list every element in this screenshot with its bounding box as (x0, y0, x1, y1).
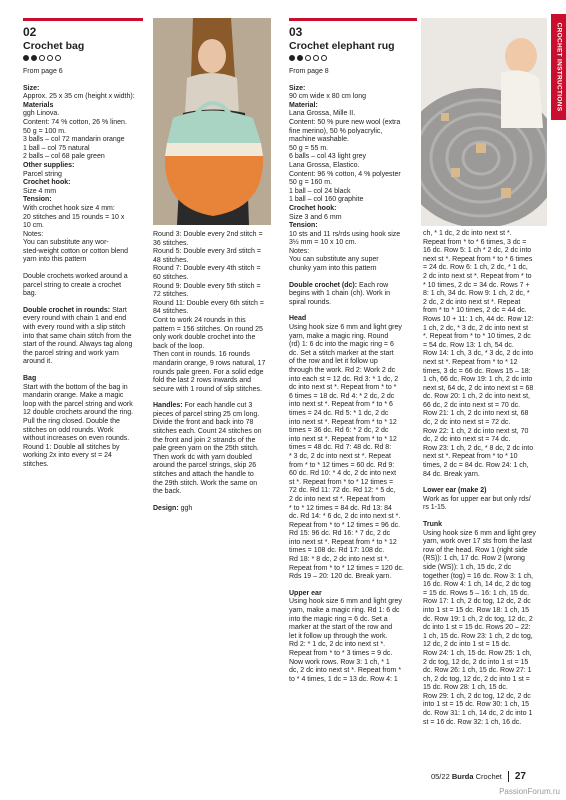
text-line: dc. Row 19: 1 ch, 2 dc tog, 12 dc, 2 (423, 615, 533, 623)
difficulty-dot-empty (305, 55, 311, 61)
text-line: 1 ch, 15 dc. Row 23: 1 ch, 2 dc tog, (423, 632, 533, 640)
text-line: parcel string to create a crochet (23, 281, 122, 289)
text-line: 1 ball – col 160 graphite (289, 196, 364, 204)
text-line: Round 9: Double every 5th stitch = (153, 282, 261, 290)
text-line: pale green yarn on the 25th stitch. (153, 445, 259, 453)
text-line: = 15 dc. Rows 5 – 16: 1 ch, 15 dc. (423, 589, 530, 597)
text-line: stitches. (23, 460, 49, 468)
text-line: * 10 times, 2 dc = 34 dc. Rows 7 + (423, 281, 530, 289)
bag-column-2 (153, 231, 281, 513)
rug-title: Crochet elephant rug (289, 40, 395, 52)
text-line: Notes: (289, 247, 310, 255)
text-line: (rd) 1: 6 dc into the magic ring = 6 (289, 341, 394, 349)
page-footer (431, 771, 526, 782)
difficulty-dot-filled (297, 55, 303, 61)
text-line: Trunk (423, 521, 443, 528)
text-line: 1 ch, 66 dc. Row 19: 1 ch, 2 dc into (423, 376, 533, 384)
text-line: stitches on odd rounds. Work (23, 426, 114, 434)
text-line: Head (289, 315, 307, 323)
text-line: Rd 2: * 1 dc, 2 dc into next st *. (289, 641, 386, 649)
text-line: the front and join 2 strands of the (153, 436, 256, 444)
text-line: 50 g = 100 m. (23, 127, 67, 135)
text-line: chunky yarn into this pattern (289, 265, 377, 273)
text-line: Size 3 and 6 mm (289, 213, 342, 221)
text-line: Now work rows. Row 3: 1 ch, * 1 (289, 658, 390, 666)
text-line: 50 g = 160 m. (289, 179, 333, 187)
difficulty-dot-filled (31, 55, 37, 61)
text-line: 10 sts and 11 rs/rds using hook size (289, 230, 401, 238)
text-line: Size: (23, 84, 40, 92)
text-line: yarn into this pattern (23, 256, 87, 264)
text-line: next st, 64 dc, 2 dc into next st = 68 (423, 384, 534, 392)
text-line: Approx. 25 x 35 cm (height x width): (23, 93, 135, 101)
text-line: spiral rounds. (289, 298, 332, 306)
text-line: without increases on even rounds. (23, 435, 130, 443)
text-line: Round 11: Double every 6th stitch = (153, 299, 264, 307)
text-line: Row 29: 1 ch, 2 dc tog, 12 dc, 2 dc (423, 692, 531, 700)
text-line: * 3 dc, 2 dc into next st *. Repeat (289, 452, 391, 460)
text-line: = 24 dc. Row 6: 1 ch, 2 dc, * 1 dc, (423, 264, 528, 272)
text-line: Lower ear (make 2) (423, 487, 487, 495)
text-line: 36 stitches. (153, 239, 189, 247)
text-line: into next st *. Repeat from * to * 12 (289, 538, 397, 546)
text-line: Start with the bottom of the bag in (23, 383, 128, 391)
from-page: From page 6 (23, 68, 63, 75)
text-line: 6 balls – col 43 light grey (289, 153, 367, 161)
text-line: sted-weight cotton or cotton blend (23, 247, 129, 255)
text-line: start of the round. Always tag along (23, 341, 133, 349)
text-line: into the magic ring = 6 dc. Set a (289, 615, 388, 623)
text-line: 2 dc into next st *. Repeat from * to (423, 272, 532, 280)
text-line: into that same chain stitch from the (23, 332, 132, 340)
text-line: fold the last 2 rows inwards and (153, 377, 252, 385)
text-line: Round 5: Double every 3rd stitch = (153, 248, 261, 256)
watermark: PassionForum.ru (499, 787, 560, 796)
text-line: Row 21: 1 ch, 2 dc into next st, 68 (423, 410, 529, 418)
text-line: Upper ear (289, 589, 322, 597)
text-line: Cont to work 24 rounds in this (153, 316, 246, 324)
text-line: rs 1-15. (423, 504, 447, 512)
text-line: 48 stitches. (153, 256, 189, 264)
difficulty-dot-empty (321, 55, 327, 61)
section-tab: CROCHET INSTRUCTIONS (551, 14, 566, 120)
text-line: times, 3 dc = 66 dc. Rows 15 – 18: (423, 367, 531, 375)
bag-number: 02 (23, 25, 37, 39)
text-line: Material: (289, 101, 318, 109)
rug-header-rule (289, 18, 417, 21)
text-line: next st *. Repeat from * to * 12 (423, 358, 518, 366)
text-line: Work as for upper ear but only rds/ (423, 495, 531, 503)
text-line: into next st *. Repeat from * to * 6 (289, 401, 393, 409)
text-line: yarn, make a magic ring. Rd 1: 6 dc (289, 607, 400, 615)
text-line: into 1 st = 15 dc. Row 18: 1 ch, 15 (423, 606, 530, 614)
text-line: (RS)): 1 ch, 17 dc. Row 2 (wrong (423, 555, 525, 563)
text-line: With crochet hook size 4 mm: (23, 204, 115, 212)
text-line: mandarin orange. Make a magic (23, 392, 124, 400)
text-line: 12 dc, 2 dc into 1 st = 15 dc. (423, 641, 511, 649)
difficulty-rating (289, 55, 417, 61)
text-line: Other supplies: (23, 161, 75, 169)
text-line: 6 times = 18 dc. Rd 4: * 2 dc, 2 dc (289, 392, 395, 400)
text-line: secure with 1 round of slip stitches. (153, 385, 262, 393)
text-line: Materials (23, 101, 54, 109)
text-line: Repeat from * to * 6 times, 3 dc = (423, 238, 527, 246)
text-line: 1 ball – col 75 natural (23, 144, 90, 152)
text-line: Crochet hook: (289, 204, 337, 212)
text-line: You can substitute any super (289, 256, 379, 264)
text-line: yarn, make a magic ring. Round (289, 332, 389, 340)
text-line: 60 dc. Rd 10: * 4 dc, 2 dc into next (289, 470, 397, 478)
text-line: st *. Repeat from * to * 12 times = (289, 478, 394, 486)
text-line: the parcel string and work yarn (23, 349, 119, 357)
text-line: dc, 2 dc into next st = 74 dc. (423, 436, 511, 444)
text-line: times = 48 dc. Rd 7: 48 dc. Rd 8: (289, 444, 392, 452)
text-line: 2 balls – col 68 pale green (23, 153, 105, 161)
text-line: of the row and let it follow up (289, 358, 378, 366)
text-line: Size 4 mm (23, 187, 57, 195)
text-line: 16 dc. Row 4: 1 ch, 14 dc, 2 dc tog (423, 581, 531, 589)
text-line: pieces of parcel string 25 cm long. (153, 410, 260, 418)
text-line: 2 dc, 2 dc into next st *. Repeat (423, 298, 521, 306)
text-line: mandarin orange, 9 rows natural, 17 (153, 359, 266, 367)
difficulty-dot-filled (289, 55, 295, 61)
bag-header-rule (23, 18, 143, 21)
text-line: Row 22: 1 ch, 2 dc into next st, 70 (423, 427, 529, 435)
text-line: 3½ mm = 10 x 10 cm. (289, 239, 357, 247)
text-line: to * 4 times, 1 dc = 13 dc. Row 4: 1 (289, 675, 398, 683)
text-line: st = 16 dc. Row 32: 1 ch, 16 dc. (423, 718, 522, 726)
text-line: Double crochet (dc): Each row (289, 281, 389, 289)
text-line: dc. Row 31: 1 ch, 14 dc, 2 dc into 1 (423, 710, 533, 718)
text-line: into next st *. Repeat from * to * 12 (289, 435, 397, 443)
difficulty-dot-empty (313, 55, 319, 61)
difficulty-dot-empty (39, 55, 45, 61)
text-line: loop with the parcel string and work (23, 400, 133, 408)
text-line: Double crochets worked around a (23, 273, 128, 281)
text-line: dc, 2 dc into next st = 72 dc. (423, 419, 511, 427)
text-line: bag. (23, 290, 37, 298)
text-line: Design: ggh (153, 504, 193, 512)
rug-photo (421, 18, 547, 226)
text-line: Content: 74 % cotton, 26 % linen. (23, 118, 127, 126)
text-line: Content: 50 % pure new wool (extra (289, 118, 401, 126)
text-line: 84 stitches. (153, 308, 189, 316)
text-line: *. Repeat from * to * 10 times, 2 dc (423, 333, 531, 341)
difficulty-dot-empty (55, 55, 61, 61)
text-line: Notes: (23, 230, 44, 238)
text-line: 2 dc tog, 12 dc, 2 dc into 1 st = 15 (423, 658, 529, 666)
text-line: working 2x into every st = 24 (23, 452, 112, 460)
text-line: Double crochet in rounds: Start (23, 306, 127, 314)
text-line: next st *. Repeat from * to * 6 times (423, 255, 533, 263)
text-line: Rd 18: * 8 dc, 2 dc into next st *. (289, 556, 389, 564)
text-line: around it. (23, 358, 53, 366)
text-line: the 29th stitch. Work the same on (153, 479, 258, 487)
text-line: 20 stitches and 15 rounds = 10 x (23, 213, 125, 221)
text-line: yarn, work over 17 sts from the last (423, 538, 532, 546)
rug-number: 03 (289, 25, 303, 39)
text-line: side (WS)): 1 ch, 15 dc, 2 dc (423, 563, 512, 571)
text-line: Row 14: 1 ch, 3 dc, * 3 dc, 2 dc into (423, 350, 534, 358)
text-line: Tension: (289, 222, 318, 230)
text-line: into each st = 12 dc. Rd 3: * 1 dc, 2 (289, 375, 399, 383)
text-line: into next st *. Repeat from * to * 12 (289, 418, 397, 426)
text-line: Repeat from * to * 3 times = 9 dc. (289, 650, 393, 657)
text-line: 12 double crochets around the ring. (23, 409, 134, 417)
text-line: let it follow up through the work. (289, 632, 388, 640)
text-line: dc into 1 st = 15 dc. Rows 20 – 22: (423, 624, 531, 632)
text-line: ch, * 1 dc, 2 dc into next st *. (423, 230, 512, 237)
bag-title: Crochet bag (23, 40, 85, 52)
text-line: Handles: For each handle cut 3 (153, 402, 253, 410)
text-line: 16 dc. Row 5: 1 ch * 2 dc, 2 dc into (423, 247, 532, 255)
difficulty-rating (23, 55, 143, 61)
text-line: machine washable. (289, 136, 349, 144)
difficulty-dot-empty (47, 55, 53, 61)
rug-column-2 (423, 230, 549, 727)
text-line: 10 cm. (23, 222, 45, 230)
text-line: You can substitute any wor- (23, 239, 109, 247)
text-line: Lana Grossa, Mille II. (289, 110, 356, 118)
from-page: From page 8 (289, 68, 329, 75)
text-line: dc. Row 26: 1 ch, 15 dc. Row 27: 1 (423, 667, 532, 675)
text-line: Repeat from * to * 12 times = 96 dc. (289, 521, 401, 529)
text-line: 72 dc. Rd 11: 72 dc. Rd 12: * 5 dc, (289, 487, 396, 495)
text-line: Row 23: 1 ch, 2 dc, * 8 dc, 2 dc into (423, 444, 534, 452)
text-line: Then work dc with yarn doubled (153, 453, 252, 461)
text-line: Parcel string (23, 170, 62, 178)
text-line: Then cont in rounds. 16 rounds (153, 351, 250, 359)
text-line: ch, 2 dc tog, 12 dc, 2 dc into 1 st = (423, 675, 530, 683)
text-line: times, 2 dc = 84 dc. Row 24: 1 ch, (423, 462, 529, 470)
text-line: 66 dc, 2 dc into next st = 70 dc. (423, 401, 521, 409)
text-line: Repeat from * to * 12 times = 120 dc. (289, 564, 404, 572)
text-line: Tension: (23, 196, 52, 204)
rug-column-1 (289, 18, 417, 684)
text-line: back of the loop. (153, 342, 205, 350)
text-line: Rds 19 – 20: 120 dc. Break yarn. (289, 573, 392, 581)
text-line: = 54 dc. Row 13: 1 ch, 54 dc. (423, 341, 514, 349)
text-line: next st *. Repeat from * to * 10 (423, 453, 518, 461)
text-line: Row 17: 1 ch, 2 dc tog, 12 dc, 2 dc (423, 598, 531, 606)
text-line: 72 stitches. (153, 291, 189, 299)
text-line: 60 stitches. (153, 273, 189, 281)
text-line: Rows 10 + 11: 1 ch, 44 dc. Row 12: (423, 315, 534, 323)
text-line: Lana Grossa, Elastico. (289, 161, 360, 169)
text-line: around the parcel strings, skip 26 (153, 462, 257, 470)
text-line: Divide the front and back into 78 (153, 419, 254, 427)
difficulty-dot-filled (23, 55, 29, 61)
text-line: row of the head. Row 1 (right side (423, 546, 528, 554)
text-line: Using hook size 6 mm and light grey (423, 529, 536, 537)
text-line: 84 dc. Break yarn. (423, 470, 480, 478)
text-line: begins with 1 chain (ch). Work in (289, 290, 391, 298)
text-line: the back. (153, 488, 182, 496)
text-line: Round 3: Double every 2nd stitch = (153, 231, 263, 238)
text-line: 1 ch, 2 dc, * 3 dc, 2 dc into next st (423, 324, 529, 332)
text-line: * to * 12 times = 84 dc. Rd 13: 84 (289, 504, 392, 512)
text-line: times = 36 dc. Rd 6: * 2 dc, 2 dc (289, 427, 389, 435)
text-line: pattern = 156 stitches. On round 25 (153, 325, 263, 333)
bag-photo (153, 18, 271, 225)
text-line: 3 balls – col 72 mandarin orange (23, 136, 125, 144)
text-line: Bag (23, 375, 37, 382)
text-line: dc. Row 20: 1 ch, 2 dc into next st, (423, 393, 530, 401)
text-line: stitches each. Count 24 stitches on (153, 428, 262, 436)
text-line: 8: 1 ch, 34 dc. Row 9: 1 ch, 2 dc, * (423, 290, 530, 298)
text-line: dc into next st *. Repeat from * to * (289, 384, 397, 392)
text-line: dc. Set a stitch marker at the start (289, 349, 394, 357)
text-line: every round with chain 1 and end (23, 315, 127, 323)
text-line: Row 24: 1 ch, 15 dc. Row 25: 1 ch, (423, 649, 532, 657)
text-line: into 1 st = 15 dc. Row 30: 1 ch, 15 (423, 701, 530, 709)
text-line: Using hook size 6 mm and light grey (289, 598, 402, 606)
page-number: 27 (508, 771, 526, 782)
text-line: 15 dc. Row 28: 1 ch, 15 dc. (423, 684, 508, 692)
text-line: Pull the ring closed. Double the (23, 417, 120, 425)
text-line: Crochet hook: (23, 179, 71, 187)
text-line: dc, 2 dc into next st *. Repeat from * (289, 667, 402, 675)
text-line: times = 24 dc. Rd 5: * 1 dc, 2 dc (289, 409, 389, 417)
text-line: Size: (289, 84, 306, 92)
text-line: Round 1: Double all stitches by (23, 443, 120, 451)
issue-label: 05/22 Burda Crochet (430, 772, 502, 781)
text-line: fine merino), 50 % polyacrylic, (289, 127, 383, 135)
text-line: dc. Rd 14: * 6 dc, 2 dc into next st *. (289, 513, 401, 521)
text-line: through the work. Rd 2: Work 2 dc (289, 367, 396, 374)
text-line: only work double crochet into the (153, 334, 256, 342)
text-line: Rd 15: 96 dc. Rd 16: * 7 dc, 2 dc (289, 530, 391, 538)
text-line: rounds pale green. For a solid edge (153, 368, 264, 376)
text-line: Using hook size 6 mm and light grey (289, 324, 402, 332)
text-line: from * to * 12 times = 60 dc. Rd 9: (289, 461, 395, 469)
text-line: marker at the start of the row and (289, 624, 393, 632)
text-line: times = 108 dc. Rd 17: 108 dc. (289, 547, 385, 555)
text-line: stitches and attach the handle to (153, 471, 254, 479)
text-line: from * to * 10 times, 2 dc = 44 dc. (423, 307, 527, 315)
text-line: ggh Linova. (23, 110, 60, 118)
text-line: 1 ball – col 24 black (289, 187, 351, 195)
bag-column-1 (23, 18, 143, 470)
text-line: with every round with a slip stitch (23, 324, 126, 332)
text-line: 2 dc into next st *. Repeat from (289, 495, 386, 503)
text-line: Round 7: Double every 4th stitch = (153, 265, 261, 273)
text-line: Content: 96 % cotton, 4 % polyester (289, 170, 401, 178)
text-line: 50 g = 55 m. (289, 144, 329, 152)
text-line: 90 cm wide x 80 cm long (289, 93, 367, 101)
text-line: together (tog) = 16 dc. Row 3: 1 ch, (423, 572, 533, 580)
